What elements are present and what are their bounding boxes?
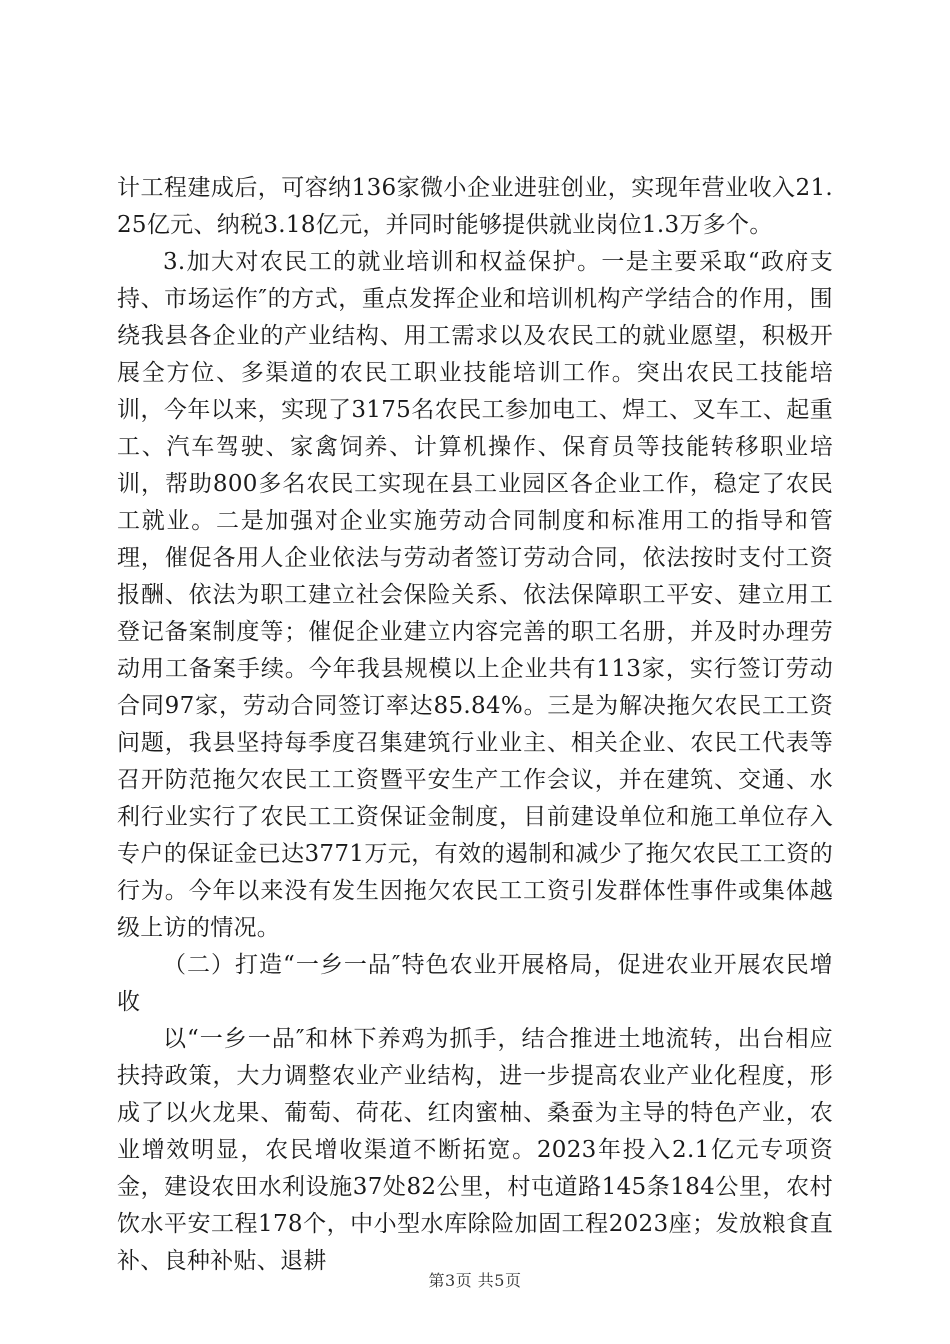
document-body [117,170,833,1280]
paragraph-continuation: 计工程建成后，可容纳136家微小企业进驻创业，实现年营业收入21.25亿元、纳税3.18亿元，并同时能够提供就业岗位1.3万多个。 [117,175,833,238]
page-footer: 第3页 共5页 [428,1271,522,1290]
paragraph-migrant-workers: 3.加大对农民工的就业培训和权益保护。一是主要采取“政府支持、市场运作″的方式，重点发挥企业和培训机构产学结合的作用，围绕我县各企业的产业结构、用工需求以及农民工的就业愿望，积极开展全方位、多渠道的农民工职业技能培训工作。突出农民工技能培训，今年以来，实现了3175名农民工参加电工、焊工、叉车工、起重工、汽车驾驶、家禽饲养、计算机操作、保育员等技能转移职业培训，帮助800多名农民工实现在县工业园区各企业工作，稳定了农民工就业。二是加强对企业实施劳动合同制度和标准用工的指导和管理，催促各用人企业依法与劳动者签订劳动合同，依法按时支付工资报酬、依法为职工建立社会保险关系、依法保障职工平安、建立用工登记备案制度等；催促企业建立内容完善的职工名册，并及时办理劳动用工备案手续。今年我县规模以上企业共有113家，实行签订劳动合同97家，劳动合同签订率达85.84%。三是为解决拖欠农民工工资问题，我县坚持每季度召集建筑行业业主、相关企业、农民工代表等召开防范拖欠农民工工资暨平安生产工作会议，并在建筑、交通、水利行业实行了农民工工资保证金制度，目前建设单位和施工单位存入专户的保证金已达3771万元，有效的遏制和减少了拖欠农民工工资的行为。今年以来没有发生因拖欠农民工工资引发群体性事件或集体越级上访的情况。 [117,249,833,941]
section-heading-agriculture: （二）打造“一乡一品″特色农业开展格局，促进农业开展农民增收 [117,952,833,1015]
paragraph-agriculture: 以“一乡一品″和林下养鸡为抓手，结合推进土地流转，出台相应扶持政策，大力调整农业产业结构，进一步提高农业产业化程度，形成了以火龙果、葡萄、荷花、红肉蜜柚、桑蚕为主导的特色产业，农业增效明显，农民增收渠道不断拓宽。2023年投入2.1亿元专项资金，建设农田水利设施37处82公里，村屯道路145条184公里，农村饮水平安工程178个，中小型水库除险加固工程2023座；发放粮食直补、良种补贴、退耕 [117,1026,833,1274]
